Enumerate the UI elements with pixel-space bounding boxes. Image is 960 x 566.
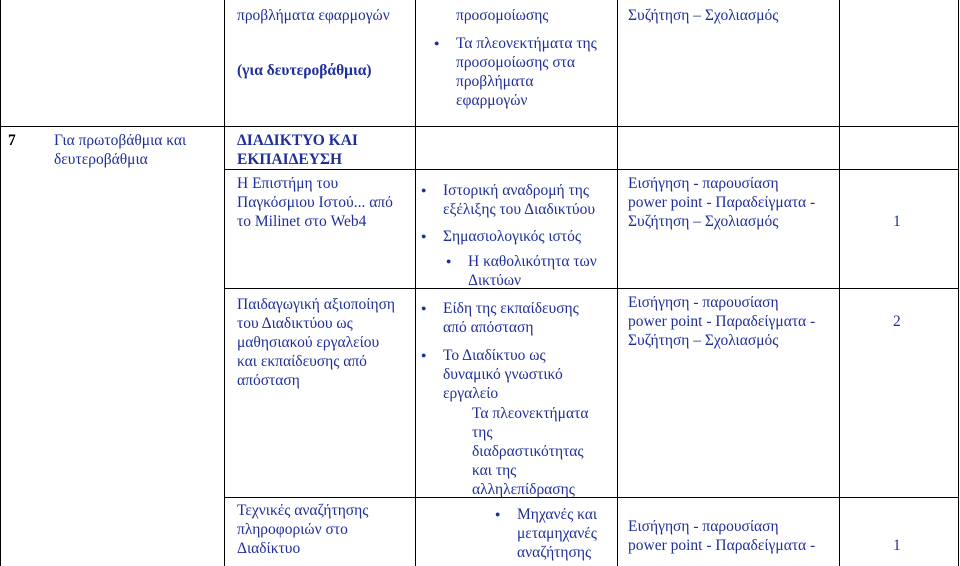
- topic-3-title-line: Τεχνικές αναζήτησης: [237, 502, 369, 519]
- topic-3-hours: 1: [893, 537, 901, 554]
- topic-2-method-line: Εισήγηση - παρουσίαση: [628, 294, 779, 311]
- topic-1-method-line: power point - Παραδείγματα -: [628, 194, 816, 211]
- bullet-line: εφαρμογών: [456, 92, 528, 109]
- topic-2-title-line: μαθησιακού εργαλείου: [237, 334, 380, 351]
- topic-3-method-line: power point - Παραδείγματα -: [628, 537, 816, 554]
- topic-2-method-line: power point - Παραδείγματα -: [628, 313, 816, 330]
- section-title-line: ΕΚΠΑΙΔΕΥΣΗ: [237, 151, 343, 168]
- bullet-line: προβλήματα: [456, 73, 534, 90]
- topic-2-title-line: του Διαδικτύου ως: [237, 315, 353, 332]
- topic-2-method-line: Συζήτηση – Σχολιασμός: [628, 332, 779, 349]
- topic-1-title-line: το Milinet στο Web4: [237, 213, 367, 230]
- bullet-line: ● Σημασιολογικός ιστός: [443, 228, 581, 245]
- topic-1-title-line: Παγκόσμιου Ιστού... από: [237, 194, 393, 211]
- table-border-right: [958, 0, 959, 566]
- topic-2-hours: 2: [893, 313, 901, 330]
- row-divider-topic-3: [224, 497, 959, 498]
- topic-3-title-line: πληροφοριών στο: [237, 521, 348, 538]
- bullet-line: αναζήτησης: [517, 544, 592, 561]
- previous-topic-title-line: προβλήματα εφαρμογών: [237, 7, 390, 24]
- bullet-line: ● Είδη της εκπαίδευσης: [443, 300, 579, 317]
- section-title-line: ΔΙΑΔΙΚΤΥΟ ΚΑΙ: [237, 132, 358, 149]
- row-divider-topic-1: [224, 169, 959, 170]
- topic-2-title-line: και εκπαίδευσης από: [237, 353, 367, 370]
- topic-1-method-line: Συζήτηση – Σχολιασμός: [628, 213, 779, 230]
- row-level-line: δευτεροβάθμια: [54, 151, 148, 168]
- topic-1-bullet: [443, 181, 595, 219]
- column-divider-1: [224, 0, 225, 566]
- bullet-line: από απόσταση: [443, 319, 534, 336]
- topic-2-indent-line: και της: [472, 462, 517, 479]
- previous-method: Συζήτηση – Σχολιασμός: [628, 7, 779, 24]
- bullet-line: ● Η καθολικότητα των: [468, 253, 597, 270]
- topic-2-title-line: απόσταση: [237, 372, 300, 389]
- bullet-line: ● Ιστορική αναδρομή της: [443, 182, 589, 199]
- topic-3-method-line: Εισήγηση - παρουσίαση: [628, 518, 779, 535]
- row-divider-top: [0, 126, 959, 127]
- bullet-line: ● Το Διαδίκτυο ως: [443, 347, 546, 364]
- column-divider-3: [617, 0, 618, 566]
- topic-2-title-line: Παιδαγωγική αξιοποίηση: [237, 296, 396, 313]
- bullet-line: δυναμικό γνωστικό: [443, 366, 563, 383]
- topic-2-indent-line: Τα πλεονεκτήματα: [472, 405, 589, 422]
- topic-3-sub-bullet: [517, 505, 597, 562]
- bullet-line: προσομοίωσης στα: [456, 54, 576, 71]
- topic-1-sub-bullet: [468, 252, 597, 290]
- bullet-line: μεταμηχανές: [517, 525, 597, 542]
- topic-1-title-line: Η Επιστήμη του: [237, 175, 339, 192]
- bullet-line: εργαλείο: [443, 385, 499, 402]
- topic-2-indent-line: διαδραστικότητας: [472, 443, 584, 460]
- bullet-line: εξέλιξης του Διαδικτύου: [443, 201, 595, 218]
- topic-2-bullet: [443, 299, 579, 337]
- bullet-line: Δικτύων: [468, 272, 522, 289]
- column-divider-2: [415, 0, 416, 566]
- topic-2-indent-line: αλληλεπίδρασης: [472, 481, 575, 498]
- topic-1-hours: 1: [893, 213, 901, 230]
- topic-1-bullet: [443, 227, 581, 246]
- topic-2-indent-line: της: [472, 424, 493, 441]
- column-divider-4: [839, 0, 840, 566]
- bullet-line: ● Τα πλεονεκτήματα της: [456, 35, 597, 52]
- table-border-left: [0, 0, 1, 566]
- topic-1-method-line: Εισήγηση - παρουσίαση: [628, 175, 779, 192]
- topic-3-title-line: Διαδίκτυο: [237, 540, 301, 557]
- bullet-line: ● Μηχανές και: [517, 506, 598, 523]
- topic-2-bullet: [443, 346, 563, 403]
- previous-content-line: προσομοίωσης: [456, 7, 549, 24]
- row-number: 7: [8, 132, 16, 149]
- previous-content-bullet: [456, 34, 597, 110]
- row-level-line: Για πρωτοβάθμια και: [54, 132, 187, 149]
- previous-topic-level: (για δευτεροβάθμια): [237, 62, 372, 79]
